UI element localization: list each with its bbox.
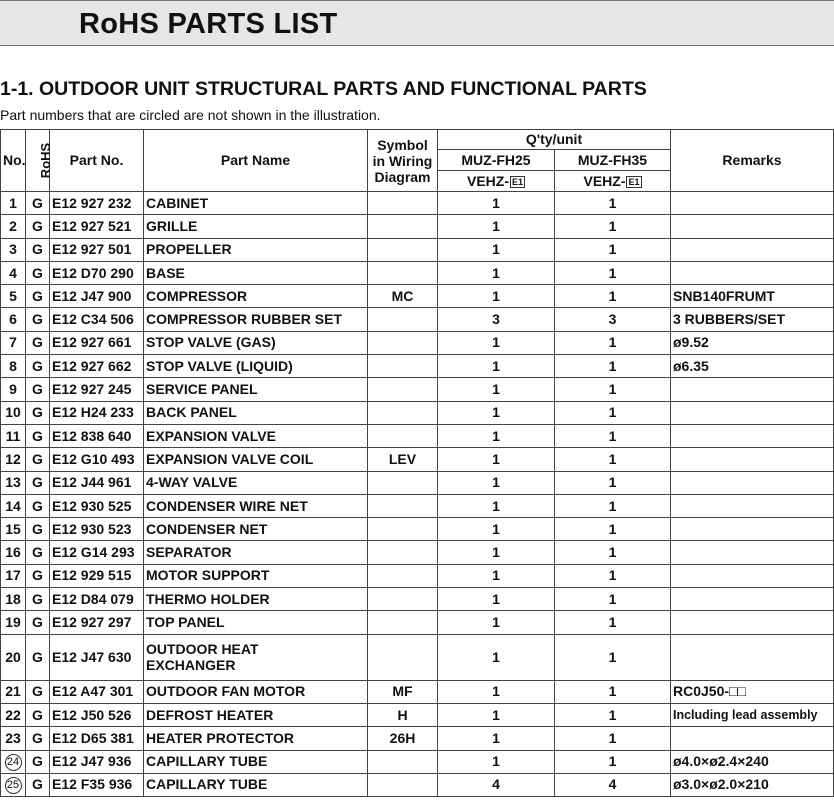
qty-model1-cell: 1 [438, 727, 555, 750]
qty-model1-cell: 1 [438, 518, 555, 541]
row-number: 12 [1, 448, 26, 471]
rohs-cell: G [26, 215, 50, 238]
part-name-cell: TOP PANEL [144, 611, 368, 634]
part-number-cell: E12 J50 526 [50, 703, 144, 726]
model2-header: MUZ-FH35 [555, 150, 671, 171]
part-name-cell: HEATER PROTECTOR [144, 727, 368, 750]
qty-model1-cell: 1 [438, 588, 555, 611]
remarks-cell [671, 424, 834, 447]
qty-model2-cell: 1 [555, 448, 671, 471]
symbol-cell [368, 518, 438, 541]
symbol-cell: MC [368, 285, 438, 308]
qty-model1-cell: 1 [438, 541, 555, 564]
rohs-cell: G [26, 750, 50, 773]
table-row [1, 541, 834, 564]
part-name-cell: STOP VALVE (LIQUID) [144, 355, 368, 378]
qty-model1-cell: 4 [438, 773, 555, 796]
part-number-cell: E12 D84 079 [50, 588, 144, 611]
part-number-cell: E12 927 232 [50, 192, 144, 215]
qty-model1-cell: 1 [438, 401, 555, 424]
table-row [1, 588, 834, 611]
part-name-cell: DEFROST HEATER [144, 703, 368, 726]
row-number: 4 [1, 261, 26, 284]
qty-model2-cell: 1 [555, 261, 671, 284]
table-row [1, 238, 834, 261]
model1-sub-header [438, 171, 555, 192]
rohs-cell: G [26, 588, 50, 611]
qty-model2-cell: 1 [555, 238, 671, 261]
remarks-cell [671, 541, 834, 564]
row-number: 18 [1, 588, 26, 611]
remarks-cell [671, 588, 834, 611]
rohs-cell: G [26, 727, 50, 750]
qty-model2-cell: 1 [555, 541, 671, 564]
qty-model2-cell: 1 [555, 471, 671, 494]
rohs-cell: G [26, 680, 50, 703]
row-number: 10 [1, 401, 26, 424]
part-number-cell: E12 927 662 [50, 355, 144, 378]
rohs-label: RoHS [38, 142, 54, 179]
table-row [1, 518, 834, 541]
row-number: 5 [1, 285, 26, 308]
e1-badge: E1 [511, 176, 523, 187]
part-number-cell: E12 927 521 [50, 215, 144, 238]
part-number-cell: E12 929 515 [50, 564, 144, 587]
qty-model2-cell: 1 [555, 588, 671, 611]
table-row [1, 611, 834, 634]
qty-model2-cell: 1 [555, 192, 671, 215]
part-name-cell: CONDENSER WIRE NET [144, 494, 368, 517]
qty-model1-cell: 1 [438, 424, 555, 447]
rohs-cell: G [26, 285, 50, 308]
row-number [1, 750, 26, 773]
remarks-cell [671, 261, 834, 284]
row-number: 1 [1, 192, 26, 215]
remarks-cell [671, 494, 834, 517]
table-row [1, 750, 834, 773]
rohs-cell: G [26, 518, 50, 541]
remarks-cell [671, 564, 834, 587]
rohs-cell: G [26, 634, 50, 680]
remarks-cell: ø9.52 [671, 331, 834, 354]
qty-model1-cell: 1 [438, 564, 555, 587]
section-title: 1-1. OUTDOOR UNIT STRUCTURAL PARTS AND FUNCTIONAL PARTS [0, 78, 647, 100]
rohs-cell: G [26, 378, 50, 401]
qty-model2-cell: 1 [555, 378, 671, 401]
symbol-cell [368, 215, 438, 238]
remarks-cell [671, 471, 834, 494]
qty-model1-cell: 1 [438, 703, 555, 726]
part-number-cell: E12 H24 233 [50, 401, 144, 424]
table-row [1, 215, 834, 238]
qty-model1-cell: 1 [438, 680, 555, 703]
row-number: 7 [1, 331, 26, 354]
rohs-cell: G [26, 424, 50, 447]
symbol-cell [368, 355, 438, 378]
symbol-cell: H [368, 703, 438, 726]
illustration-note: Part numbers that are circled are not shown in the illustration. [0, 107, 381, 123]
part-number-cell: E12 A47 301 [50, 680, 144, 703]
qty-model1-cell: 1 [438, 750, 555, 773]
qty-model1-cell: 1 [438, 634, 555, 680]
part-number-cell: E12 D65 381 [50, 727, 144, 750]
qty-model2-cell: 1 [555, 401, 671, 424]
table-row [1, 378, 834, 401]
symbol-cell [368, 494, 438, 517]
symbol-cell: MF [368, 680, 438, 703]
row-number [1, 773, 26, 796]
parts-table [0, 129, 834, 797]
rohs-cell: G [26, 448, 50, 471]
remarks-cell: Including lead assembly [671, 703, 834, 726]
part-name-cell: EXPANSION VALVE COIL [144, 448, 368, 471]
qty-model1-cell: 1 [438, 215, 555, 238]
rohs-cell: G [26, 401, 50, 424]
parts-table-body [1, 192, 834, 797]
remarks-cell: ø3.0×ø2.0×210 [671, 773, 834, 796]
row-number: 22 [1, 703, 26, 726]
remarks-cell: RC0J50-□□ [671, 680, 834, 703]
table-row [1, 680, 834, 703]
qty-model2-cell: 1 [555, 680, 671, 703]
part-name-cell: CAPILLARY TUBE [144, 750, 368, 773]
symbol-cell [368, 378, 438, 401]
symbol-cell [368, 750, 438, 773]
part-name-cell: STOP VALVE (GAS) [144, 331, 368, 354]
qty-model2-cell: 1 [555, 634, 671, 680]
qty-model2-cell: 1 [555, 611, 671, 634]
model2-sub-text: VEHZ- [583, 172, 626, 189]
row-number: 8 [1, 355, 26, 378]
part-name-cell: COMPRESSOR [144, 285, 368, 308]
remarks-cell [671, 215, 834, 238]
table-row [1, 727, 834, 750]
part-number-cell: E12 F35 936 [50, 773, 144, 796]
qty-model2-cell: 1 [555, 355, 671, 378]
remarks-cell [671, 401, 834, 424]
remarks-cell: SNB140FRUMT [671, 285, 834, 308]
row-number: 6 [1, 308, 26, 331]
qty-model2-cell: 1 [555, 727, 671, 750]
part-number-cell: E12 J44 961 [50, 471, 144, 494]
rohs-cell: G [26, 564, 50, 587]
table-row [1, 192, 834, 215]
symbol-cell [368, 192, 438, 215]
remarks-cell [671, 611, 834, 634]
table-row [1, 424, 834, 447]
table-row [1, 285, 834, 308]
table-row [1, 471, 834, 494]
col-symbol-header [368, 130, 438, 192]
qty-model2-cell: 1 [555, 750, 671, 773]
qty-model1-cell: 3 [438, 308, 555, 331]
part-number-cell: E12 D70 290 [50, 261, 144, 284]
title-banner [0, 0, 834, 46]
part-name-cell: MOTOR SUPPORT [144, 564, 368, 587]
symbol-cell [368, 401, 438, 424]
part-number-cell: E12 J47 936 [50, 750, 144, 773]
rohs-cell: G [26, 541, 50, 564]
circled-row-number: 24 [5, 754, 22, 771]
table-row [1, 448, 834, 471]
qty-model2-cell: 1 [555, 494, 671, 517]
symbol-cell [368, 471, 438, 494]
qty-model2-cell: 1 [555, 564, 671, 587]
symbol-cell [368, 261, 438, 284]
qty-model1-cell: 1 [438, 238, 555, 261]
part-number-cell: E12 927 501 [50, 238, 144, 261]
remarks-cell [671, 448, 834, 471]
symbol-cell [368, 611, 438, 634]
remarks-cell [671, 378, 834, 401]
part-name-cell: EXPANSION VALVE [144, 424, 368, 447]
table-row [1, 261, 834, 284]
row-number: 19 [1, 611, 26, 634]
row-number: 21 [1, 680, 26, 703]
symbol-cell [368, 541, 438, 564]
qty-model2-cell: 1 [555, 331, 671, 354]
symbol-cell [368, 308, 438, 331]
part-number-cell: E12 927 297 [50, 611, 144, 634]
qty-model1-cell: 1 [438, 378, 555, 401]
part-name-cell: PROPELLER [144, 238, 368, 261]
part-name-cell: CONDENSER NET [144, 518, 368, 541]
qty-model2-cell: 4 [555, 773, 671, 796]
qty-model2-cell: 1 [555, 215, 671, 238]
part-number-cell: E12 G14 293 [50, 541, 144, 564]
remarks-cell [671, 727, 834, 750]
symbol-cell [368, 564, 438, 587]
rohs-cell: G [26, 355, 50, 378]
rohs-cell: G [26, 773, 50, 796]
qty-model2-cell: 1 [555, 518, 671, 541]
rohs-cell: G [26, 331, 50, 354]
table-row [1, 308, 834, 331]
col-remarks-header: Remarks [671, 130, 834, 192]
part-name-cell: CAPILLARY TUBE [144, 773, 368, 796]
rohs-cell: G [26, 703, 50, 726]
symbol-cell: 26H [368, 727, 438, 750]
row-number: 23 [1, 727, 26, 750]
row-number: 11 [1, 424, 26, 447]
row-number: 2 [1, 215, 26, 238]
part-number-cell: E12 J47 900 [50, 285, 144, 308]
row-number: 3 [1, 238, 26, 261]
qty-model1-cell: 1 [438, 471, 555, 494]
table-row [1, 564, 834, 587]
remarks-cell: ø6.35 [671, 355, 834, 378]
qty-model1-cell: 1 [438, 611, 555, 634]
part-name-cell: BASE [144, 261, 368, 284]
rohs-cell: G [26, 308, 50, 331]
qty-model1-cell: 1 [438, 494, 555, 517]
table-row [1, 401, 834, 424]
model1-sub-text: VEHZ- [466, 172, 509, 189]
part-name-cell: GRILLE [144, 215, 368, 238]
symbol-cell [368, 424, 438, 447]
col-rohs-header [26, 130, 54, 192]
table-row [1, 773, 834, 796]
qty-model2-cell: 1 [555, 424, 671, 447]
qty-model1-cell: 1 [438, 285, 555, 308]
part-name-cell: COMPRESSOR RUBBER SET [144, 308, 368, 331]
part-number-cell: E12 G10 493 [50, 448, 144, 471]
remarks-cell [671, 634, 834, 680]
symbol-cell [368, 634, 438, 680]
table-row [1, 703, 834, 726]
rohs-cell: G [26, 238, 50, 261]
qty-model2-cell: 1 [555, 703, 671, 726]
model2-sub-header [555, 171, 671, 192]
remarks-cell [671, 518, 834, 541]
rohs-cell: G [26, 192, 50, 215]
symbol-header-text: Symbol in Wiring Diagram [372, 136, 433, 185]
part-name-cell: OUTDOOR HEAT EXCHANGER [144, 634, 368, 680]
row-number: 9 [1, 378, 26, 401]
part-name-cell: OUTDOOR FAN MOTOR [144, 680, 368, 703]
row-number: 15 [1, 518, 26, 541]
symbol-cell [368, 331, 438, 354]
rohs-cell: G [26, 611, 50, 634]
circled-row-number: 25 [5, 777, 22, 794]
rohs-cell: G [26, 261, 50, 284]
col-part-name-header: Part Name [144, 130, 368, 192]
row-number: 14 [1, 494, 26, 517]
row-number: 20 [1, 634, 26, 680]
remarks-cell: 3 RUBBERS/SET [671, 308, 834, 331]
part-number-cell: E12 J47 630 [50, 634, 144, 680]
col-qty-header: Q'ty/unit [438, 130, 671, 150]
qty-model1-cell: 1 [438, 448, 555, 471]
table-row [1, 355, 834, 378]
part-number-cell: E12 838 640 [50, 424, 144, 447]
qty-model1-cell: 1 [438, 331, 555, 354]
part-name-cell: CABINET [144, 192, 368, 215]
part-number-cell: E12 927 661 [50, 331, 144, 354]
remarks-cell [671, 238, 834, 261]
model1-header: MUZ-FH25 [438, 150, 555, 171]
qty-model1-cell: 1 [438, 192, 555, 215]
part-name-cell: SEPARATOR [144, 541, 368, 564]
row-number: 16 [1, 541, 26, 564]
col-no-header: No. [1, 130, 26, 192]
qty-model2-cell: 1 [555, 285, 671, 308]
remarks-cell: ø4.0×ø2.4×240 [671, 750, 834, 773]
qty-model2-cell: 3 [555, 308, 671, 331]
part-name-cell: 4-WAY VALVE [144, 471, 368, 494]
symbol-cell [368, 773, 438, 796]
part-name-cell: SERVICE PANEL [144, 378, 368, 401]
qty-model1-cell: 1 [438, 261, 555, 284]
symbol-cell [368, 238, 438, 261]
row-number: 17 [1, 564, 26, 587]
table-row [1, 634, 834, 680]
part-number-cell: E12 927 245 [50, 378, 144, 401]
e1-badge: E1 [628, 176, 640, 187]
col-part-no-header: Part No. [50, 130, 144, 192]
page-title: RoHS PARTS LIST [79, 8, 338, 40]
remarks-cell [671, 192, 834, 215]
part-name-cell: THERMO HOLDER [144, 588, 368, 611]
rohs-cell: G [26, 471, 50, 494]
part-name-cell: BACK PANEL [144, 401, 368, 424]
part-number-cell: E12 C34 506 [50, 308, 144, 331]
row-number: 13 [1, 471, 26, 494]
table-row [1, 494, 834, 517]
table-row [1, 331, 834, 354]
part-number-cell: E12 930 523 [50, 518, 144, 541]
rohs-cell: G [26, 494, 50, 517]
symbol-cell: LEV [368, 448, 438, 471]
qty-model1-cell: 1 [438, 355, 555, 378]
symbol-cell [368, 588, 438, 611]
part-number-cell: E12 930 525 [50, 494, 144, 517]
